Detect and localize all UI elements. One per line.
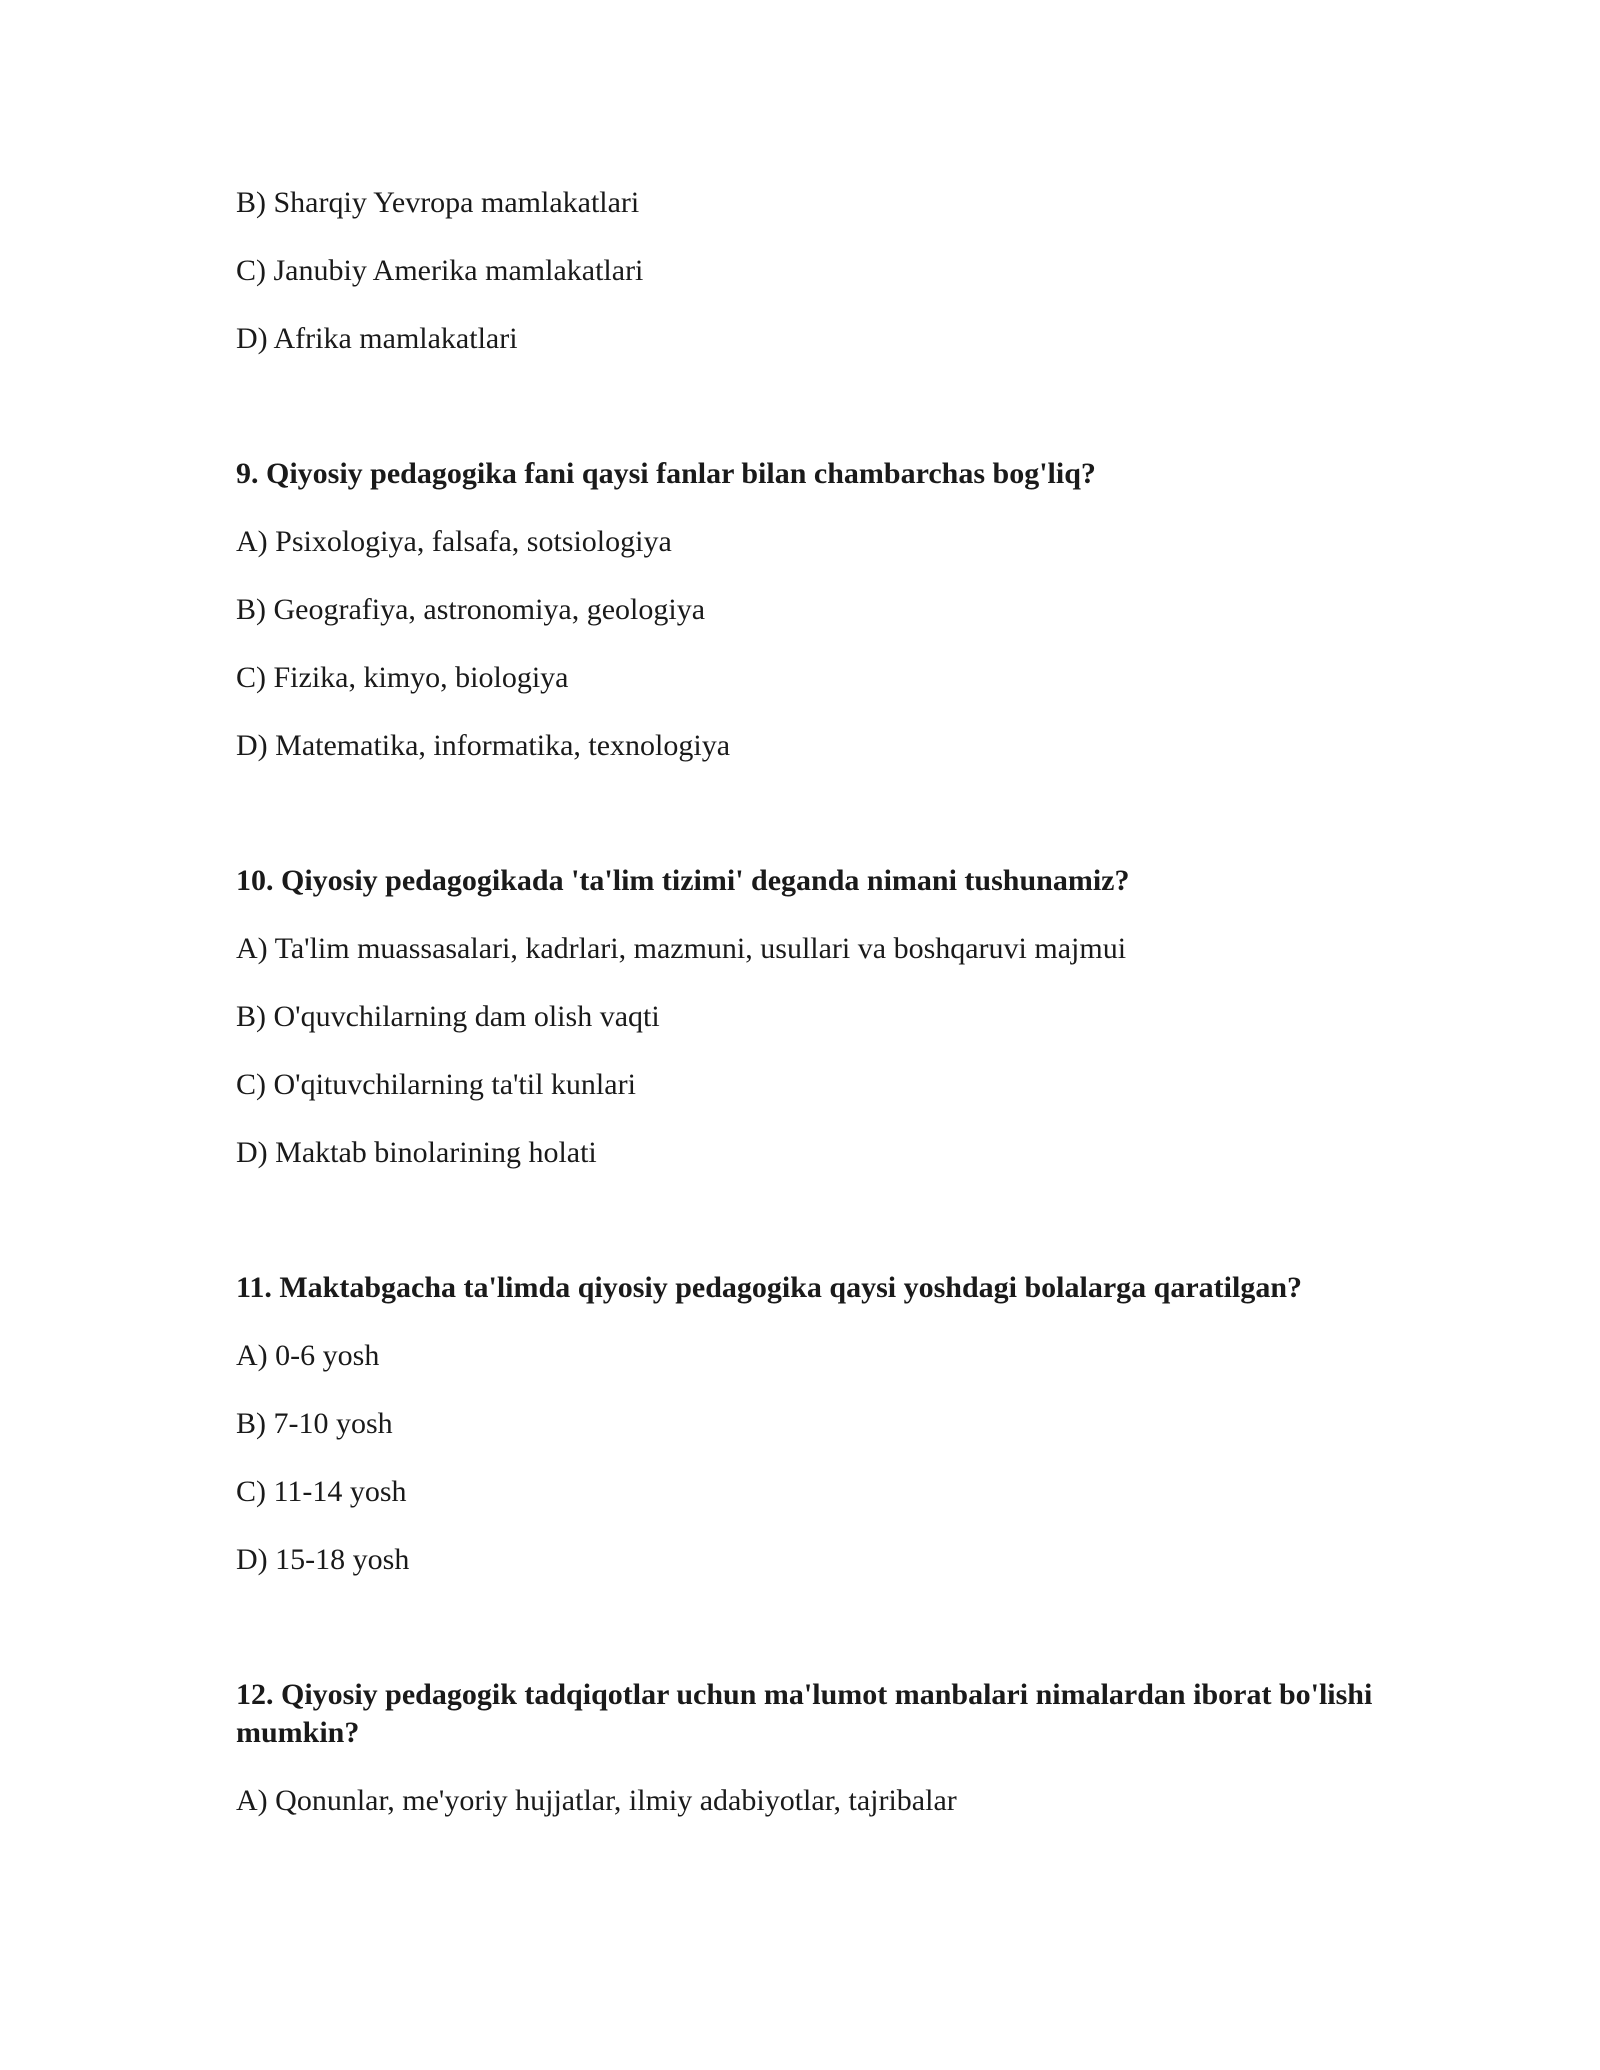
answer-option: D) Afrika mamlakatlari [236, 322, 518, 355]
answer-option: C) Fizika, kimyo, biologiya [236, 661, 569, 694]
answer-option: B) O'quvchilarning dam olish vaqti [236, 1000, 660, 1033]
answer-option: A) Psixologiya, falsafa, sotsiologiya [236, 525, 672, 558]
question-block-11 [236, 1269, 1376, 1609]
answer-option: B) Geografiya, astronomiya, geologiya [236, 593, 706, 626]
answer-option: A) 0-6 yosh [236, 1339, 380, 1372]
answer-option: D) Matematika, informatika, texnologiya [236, 729, 731, 762]
question-text: 12. Qiyosiy pedagogik tadqiqotlar uchun ma'lumot manbalari nimalardan iborat bo'lishi mumkin? [236, 1678, 1373, 1749]
answer-option: A) Qonunlar, me'yoriy hujjatlar, ilmiy adabiyotlar, tajribalar [236, 1784, 957, 1817]
question-text: 11. Maktabgacha ta'limda qiyosiy pedagogika qaysi yoshdagi bolalarga qaratilgan? [236, 1271, 1303, 1304]
answer-option: D) 15-18 yosh [236, 1543, 410, 1576]
answer-option: C) Janubiy Amerika mamlakatlari [236, 254, 644, 287]
answer-option: C) 11-14 yosh [236, 1475, 407, 1508]
prev-question-options [236, 184, 1376, 388]
answer-option: D) Maktab binolarining holati [236, 1136, 597, 1169]
question-block-9 [236, 455, 1376, 795]
answer-option: B) 7-10 yosh [236, 1407, 393, 1440]
answer-option: B) Sharqiy Yevropa mamlakatlari [236, 186, 640, 219]
answer-option: A) Ta'lim muassasalari, kadrlari, mazmuni, usullari va boshqaruvi majmui [236, 932, 1127, 965]
question-text: 9. Qiyosiy pedagogika fani qaysi fanlar bilan chambarchas bog'liq? [236, 457, 1096, 490]
question-block-12 [236, 1676, 1376, 1850]
answer-option: C) O'qituvchilarning ta'til kunlari [236, 1068, 636, 1101]
document-content [236, 184, 1376, 1850]
question-text: 10. Qiyosiy pedagogikada 'ta'lim tizimi' deganda nimani tushunamiz? [236, 864, 1130, 897]
question-block-10 [236, 862, 1376, 1202]
